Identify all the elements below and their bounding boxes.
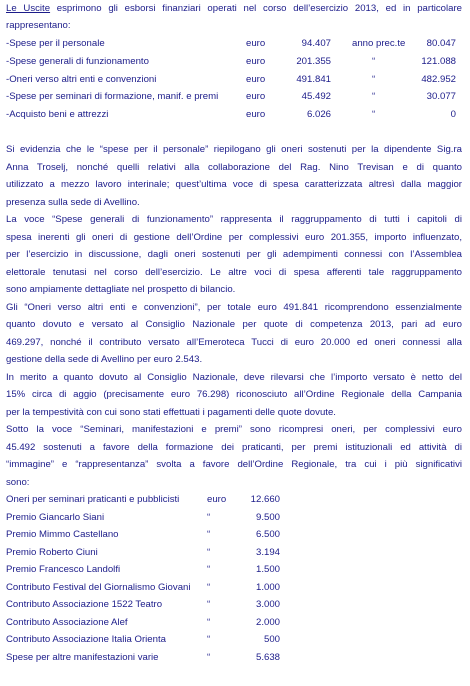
detail-mark: “ xyxy=(207,652,211,663)
detail-value: 6.500 xyxy=(255,529,280,540)
detail-mark: “ xyxy=(207,634,211,645)
detail-label: Premio Giancarlo Siani xyxy=(6,512,105,523)
paragraph-line: utilizzato a mezzo lavoro interinale; quest’ultima voce di spesa caratterizzata altresì dalla maggior xyxy=(6,179,462,190)
detail-value: 1.000 xyxy=(255,582,280,593)
expense-prev-value: 80.047 xyxy=(426,38,456,49)
intro-line-2: rappresentano: xyxy=(6,20,71,31)
paragraph-line: gestione della sede di Avellino per euro 2.543. xyxy=(6,354,203,365)
detail-mark: “ xyxy=(207,512,211,523)
expense-prev-value: 121.088 xyxy=(421,56,456,67)
detail-label: Contributo Associazione 1522 Teatro xyxy=(6,599,163,610)
detail-mark: “ xyxy=(207,599,211,610)
detail-mark: “ xyxy=(207,564,211,575)
expense-prev-label: “ xyxy=(372,109,376,120)
expense-prev-label: “ xyxy=(372,91,376,102)
expense-prev-value: 482.952 xyxy=(421,74,456,85)
paragraph-line: 15% circa di aggio (precisamente euro 76.298) riconosciuto all’Ordine Regionale della Campania xyxy=(6,389,462,400)
detail-mark: “ xyxy=(207,582,211,593)
paragraph-line: sono: xyxy=(6,477,30,488)
paragraph-line: Anna Troselj, nonché quelli relativi alla collaborazione del Rag. Nino Trevisan e di quanto xyxy=(6,162,462,173)
paragraph-line: Sotto la voce “Seminari, manifestazioni e premi” sono ricompresi oneri, per complessivi euro xyxy=(6,424,462,435)
expense-value: 201.355 xyxy=(296,56,331,67)
expense-prev-label: “ xyxy=(372,74,376,85)
expense-value: 6.026 xyxy=(306,109,331,120)
paragraph-line: 45.492 sostenuti a favore della formazione dei praticanti, per premi istituzionali ed attività di xyxy=(6,442,462,453)
detail-value: 500 xyxy=(263,634,280,645)
detail-label: Premio Francesco Landolfi xyxy=(6,564,121,575)
expense-label: -Spese per il personale xyxy=(6,38,105,49)
paragraph-line: “immagine” e “rappresentanza” svolta a favore dell’Ordine Regionale, tra cui i più significativi xyxy=(6,459,462,470)
paragraph-line: sono ampiamente dettagliate nel prospetto di bilancio. xyxy=(6,284,236,295)
detail-mark: “ xyxy=(207,547,211,558)
paragraph-line: Si evidenzia che le “spese per il personale” riepilogano gli oneri sostenuti per la dipendente Sig.ra xyxy=(6,144,462,155)
detail-label: Contributo Festival del Giornalismo Giovani xyxy=(6,582,191,593)
paragraph-line: La voce “Spese generali di funzionamento” rappresenta il raggruppamento di tutti i capitoli di xyxy=(6,214,462,225)
detail-value: 9.500 xyxy=(255,512,280,523)
intro-rest: esprimono gli esborsi finanziari operati nel corso dell’esercizio 2013, ed in particolare xyxy=(50,3,462,14)
detail-value: 12.660 xyxy=(250,494,280,505)
paragraph-line: quanto dovuto e versato al Consiglio Nazionale per quote di competenza 2013, pari ad euro xyxy=(6,319,462,330)
paragraph-line: per l’esercizio in discussione, dagli oneri sostenuti per gli adempimenti connessi con l’Assemblea xyxy=(6,249,462,260)
expense-label: -Spese per seminari di formazione, manif. e premi xyxy=(6,91,219,102)
detail-value: 3.194 xyxy=(255,547,280,558)
expense-label: -Oneri verso altri enti e convenzioni xyxy=(6,74,157,85)
paragraph-line: elettorale tenutasi nel corso dell’esercizio. Le altre voci di spesa afferenti tale raggruppamento xyxy=(6,267,462,278)
detail-label: Oneri per seminari praticanti e pubblicisti xyxy=(6,494,180,505)
expense-value: 45.492 xyxy=(301,91,331,102)
detail-label: Contributo Associazione Alef xyxy=(6,617,128,628)
paragraph-line: In merito a quanto dovuto al Consiglio Nazionale, deve rilevarsi che l’importo versato è netto del xyxy=(6,372,462,383)
detail-value: 2.000 xyxy=(255,617,280,628)
expense-prev-value: 30.077 xyxy=(426,91,456,102)
expense-value: 491.841 xyxy=(296,74,331,85)
expense-label: -Spese generali di funzionamento xyxy=(6,56,149,67)
paragraph-line: spesa inerenti gli oneri di gestione dell’Ordine per complessivi euro 201.355, importo influenzato, xyxy=(6,232,462,243)
expense-prev-label: anno prec.te xyxy=(352,38,406,49)
paragraph-line: Gli “Oneri verso altri enti e convenzioni”, per totale euro 491.841 ricomprendono essenzialmente xyxy=(6,302,462,313)
expense-currency: euro xyxy=(246,74,266,85)
detail-label: Premio Mimmo Castellano xyxy=(6,529,119,540)
expense-value: 94.407 xyxy=(301,38,331,49)
detail-label: Premio Roberto Ciuni xyxy=(6,547,98,558)
expense-prev-label: “ xyxy=(372,56,376,67)
expense-currency: euro xyxy=(246,56,266,67)
paragraph-line: presenza sulla sede di Avellino. xyxy=(6,197,140,208)
paragraph-line: per la tempestività con cui sono stati effettuati i pagamenti delle quote dovute. xyxy=(6,407,336,418)
expense-prev-value: 0 xyxy=(450,109,456,120)
detail-value: 5.638 xyxy=(255,652,280,663)
detail-label: Contributo Associazione Italia Orienta xyxy=(6,634,166,645)
detail-mark: euro xyxy=(207,494,227,505)
detail-value: 3.000 xyxy=(255,599,280,610)
detail-label: Spese per altre manifestazioni varie xyxy=(6,652,159,663)
detail-mark: “ xyxy=(207,617,211,628)
expense-currency: euro xyxy=(246,91,266,102)
paragraph-line: 469.297, nonché il contributo versato all’Emeroteca Tucci di euro 20.000 ed oneri connessi alla xyxy=(6,337,462,348)
expense-currency: euro xyxy=(246,109,266,120)
expense-currency: euro xyxy=(246,38,266,49)
intro-line-1 xyxy=(6,0,462,17)
detail-value: 1.500 xyxy=(255,564,280,575)
intro-head: Le Uscite xyxy=(6,3,51,14)
expense-label: -Acquisto beni e attrezzi xyxy=(6,109,109,120)
detail-mark: “ xyxy=(207,529,211,540)
